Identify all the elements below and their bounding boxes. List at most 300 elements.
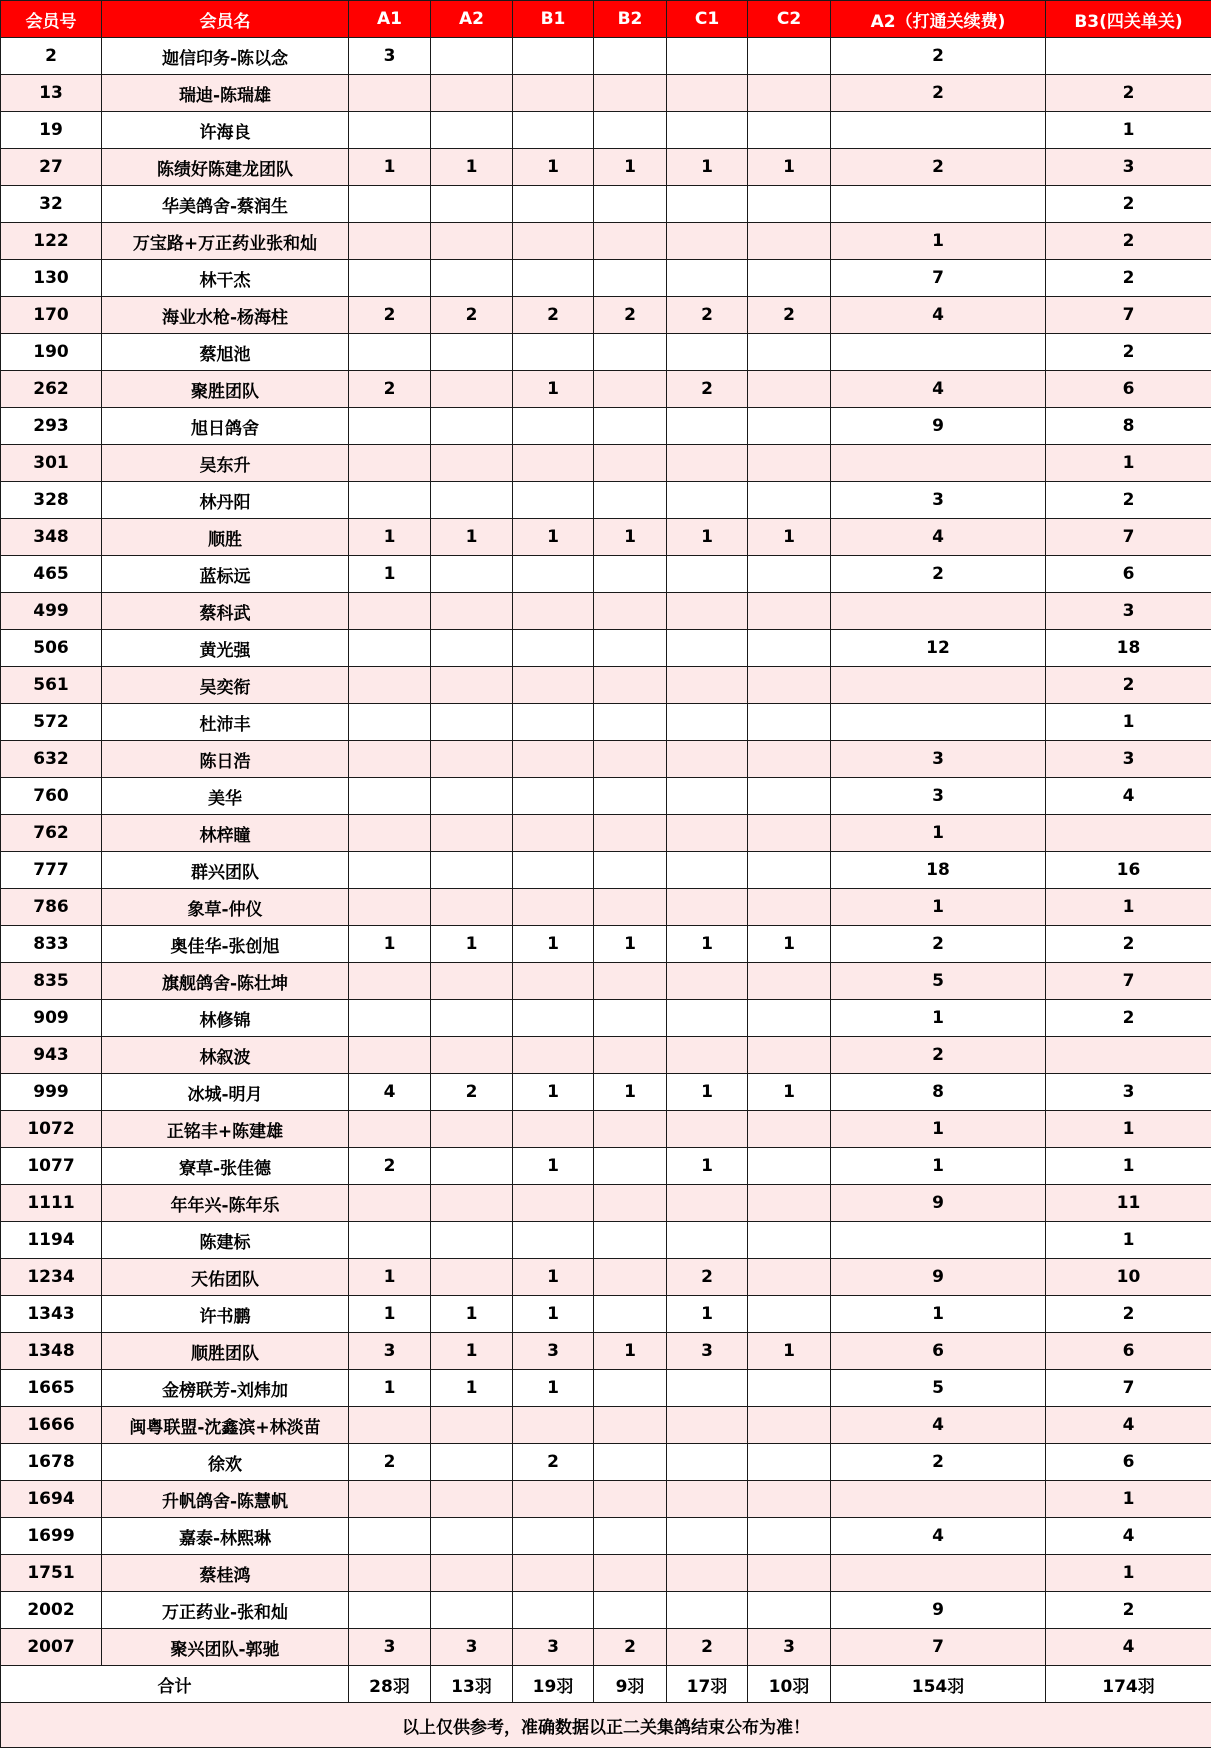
cell-a2-renewal: 4 [831,519,1046,556]
cell-member-id: 1699 [1,1518,102,1555]
cell-b3-single: 2 [1046,260,1211,297]
cell-a1: 2 [349,297,431,334]
cell-a2 [431,1481,513,1518]
cell-a2-renewal: 1 [831,1000,1046,1037]
cell-b1: 2 [513,1444,594,1481]
cell-member-id: 32 [1,186,102,223]
cell-c2 [748,815,831,852]
cell-c1 [667,630,748,667]
cell-c2 [748,1407,831,1444]
cell-c2 [748,482,831,519]
cell-a2-renewal: 12 [831,630,1046,667]
cell-a1 [349,815,431,852]
cell-a2 [431,667,513,704]
cell-b2 [594,75,667,112]
table-row [1,1000,1211,1037]
cell-c2: 3 [748,1629,831,1666]
cell-b2: 1 [594,149,667,186]
cell-b3-single: 4 [1046,1407,1211,1444]
cell-c1 [667,1222,748,1259]
cell-b3-single: 2 [1046,1000,1211,1037]
cell-a2 [431,334,513,371]
cell-b3-single: 2 [1046,1296,1211,1333]
cell-a2-renewal: 7 [831,1629,1046,1666]
cell-b1 [513,667,594,704]
total-row [1,1666,1211,1703]
cell-a1 [349,112,431,149]
col-header-b2: B2 [594,1,667,38]
cell-b3-single: 6 [1046,1333,1211,1370]
cell-a1 [349,1111,431,1148]
cell-a2: 1 [431,519,513,556]
cell-b2 [594,1592,667,1629]
cell-a1: 4 [349,1074,431,1111]
cell-b1 [513,1407,594,1444]
cell-a2 [431,556,513,593]
table-body [1,38,1211,1666]
cell-c2 [748,1037,831,1074]
cell-b3-single [1046,1037,1211,1074]
cell-member-id: 2007 [1,1629,102,1666]
col-header-a2-renewal: A2（打通关续费) [831,1,1046,38]
cell-c1 [667,556,748,593]
cell-member-id: 190 [1,334,102,371]
cell-a2 [431,1037,513,1074]
cell-a2 [431,1518,513,1555]
cell-member-id: 13 [1,75,102,112]
cell-c1 [667,889,748,926]
cell-b2 [594,1555,667,1592]
table-row [1,815,1211,852]
cell-a2-renewal: 4 [831,1407,1046,1444]
cell-b1: 1 [513,1296,594,1333]
cell-b2 [594,889,667,926]
cell-a2-renewal [831,1481,1046,1518]
cell-b1 [513,704,594,741]
table-row [1,1370,1211,1407]
table-row [1,1259,1211,1296]
cell-a2-renewal [831,334,1046,371]
cell-b2 [594,852,667,889]
cell-member-name: 杜沛丰 [102,704,349,741]
cell-a2-renewal [831,1555,1046,1592]
col-header-b3-single: B3(四关单关) [1046,1,1211,38]
table-row [1,371,1211,408]
cell-a2 [431,1407,513,1444]
cell-b1 [513,1222,594,1259]
table-row [1,186,1211,223]
cell-member-name: 徐欢 [102,1444,349,1481]
cell-a2-renewal: 4 [831,1518,1046,1555]
cell-member-id: 301 [1,445,102,482]
cell-a1 [349,1481,431,1518]
table-row [1,1555,1211,1592]
total-a2-renewal: 154羽 [831,1666,1046,1703]
cell-a2 [431,112,513,149]
cell-b2 [594,593,667,630]
cell-b2 [594,371,667,408]
cell-c2 [748,630,831,667]
cell-b1 [513,1592,594,1629]
cell-a2-renewal: 3 [831,778,1046,815]
cell-c1 [667,778,748,815]
cell-c2 [748,852,831,889]
table-row [1,1185,1211,1222]
cell-a2 [431,778,513,815]
table-row [1,408,1211,445]
cell-member-name: 顺胜团队 [102,1333,349,1370]
cell-c1: 1 [667,519,748,556]
cell-b1 [513,556,594,593]
cell-a1 [349,334,431,371]
cell-a1 [349,741,431,778]
cell-c2 [748,112,831,149]
cell-b3-single: 2 [1046,1592,1211,1629]
cell-a1 [349,445,431,482]
cell-a2-renewal [831,186,1046,223]
cell-c1 [667,112,748,149]
cell-member-name: 陈绩好陈建龙团队 [102,149,349,186]
cell-member-id: 122 [1,223,102,260]
table-row [1,630,1211,667]
cell-b2 [594,38,667,75]
table-row [1,38,1211,75]
cell-b1 [513,1111,594,1148]
total-b3-single: 174羽 [1046,1666,1211,1703]
cell-c2 [748,1370,831,1407]
cell-b1: 1 [513,519,594,556]
cell-c1 [667,1444,748,1481]
cell-c2: 1 [748,149,831,186]
cell-member-id: 499 [1,593,102,630]
cell-member-id: 777 [1,852,102,889]
cell-c1: 1 [667,1148,748,1185]
cell-member-name: 万正药业-张和灿 [102,1592,349,1629]
table-row [1,1629,1211,1666]
cell-member-name: 冰城-明月 [102,1074,349,1111]
cell-member-name: 群兴团队 [102,852,349,889]
table-row [1,556,1211,593]
cell-c1: 2 [667,371,748,408]
cell-a2-renewal: 8 [831,1074,1046,1111]
table-row [1,112,1211,149]
cell-b2: 2 [594,297,667,334]
cell-b1 [513,223,594,260]
cell-member-id: 572 [1,704,102,741]
cell-a1: 3 [349,38,431,75]
cell-c1 [667,1407,748,1444]
cell-c2 [748,1259,831,1296]
cell-b1: 1 [513,371,594,408]
total-c1: 17羽 [667,1666,748,1703]
cell-b3-single: 1 [1046,1148,1211,1185]
cell-b1 [513,815,594,852]
table-row [1,1407,1211,1444]
cell-a2 [431,815,513,852]
cell-c1 [667,75,748,112]
cell-c2 [748,1148,831,1185]
cell-a2 [431,408,513,445]
cell-member-name: 吴奕衔 [102,667,349,704]
cell-member-id: 506 [1,630,102,667]
cell-member-id: 1665 [1,1370,102,1407]
cell-b3-single: 10 [1046,1259,1211,1296]
cell-member-name: 瑞迪-陈瑞雄 [102,75,349,112]
cell-member-name: 蔡旭池 [102,334,349,371]
total-b1: 19羽 [513,1666,594,1703]
cell-b2 [594,334,667,371]
cell-member-name: 黄光强 [102,630,349,667]
table-row [1,1444,1211,1481]
cell-b3-single: 2 [1046,482,1211,519]
cell-b3-single: 1 [1046,1222,1211,1259]
cell-a1 [349,778,431,815]
cell-a2-renewal: 3 [831,741,1046,778]
cell-b3-single: 1 [1046,1555,1211,1592]
cell-a2 [431,1555,513,1592]
table-row [1,778,1211,815]
cell-member-name: 顺胜 [102,519,349,556]
cell-a2 [431,630,513,667]
table-row [1,1074,1211,1111]
cell-a2 [431,1148,513,1185]
table-row [1,593,1211,630]
cell-b3-single: 4 [1046,1518,1211,1555]
cell-b3-single: 4 [1046,1629,1211,1666]
cell-b3-single: 7 [1046,519,1211,556]
col-header-c2: C2 [748,1,831,38]
cell-c2: 1 [748,1074,831,1111]
total-c2: 10羽 [748,1666,831,1703]
cell-c2 [748,963,831,1000]
cell-a2 [431,889,513,926]
cell-b1 [513,186,594,223]
cell-b3-single: 1 [1046,889,1211,926]
cell-member-id: 19 [1,112,102,149]
cell-c1 [667,667,748,704]
cell-a1: 3 [349,1333,431,1370]
cell-a1 [349,482,431,519]
cell-member-name: 蔡科武 [102,593,349,630]
cell-c1: 1 [667,149,748,186]
cell-b2: 2 [594,1629,667,1666]
cell-member-name: 林梓瞳 [102,815,349,852]
cell-b2 [594,741,667,778]
table-row [1,704,1211,741]
header-row [1,1,1211,38]
cell-a2-renewal: 5 [831,963,1046,1000]
cell-b2 [594,408,667,445]
cell-a1 [349,1037,431,1074]
cell-member-id: 833 [1,926,102,963]
cell-a2 [431,38,513,75]
cell-a2 [431,1000,513,1037]
cell-c1 [667,1592,748,1629]
cell-a2-renewal: 5 [831,1370,1046,1407]
cell-c1: 2 [667,1259,748,1296]
cell-b1: 1 [513,926,594,963]
cell-a2-renewal: 6 [831,1333,1046,1370]
cell-c2 [748,38,831,75]
cell-c2 [748,1185,831,1222]
cell-member-id: 348 [1,519,102,556]
cell-member-name: 旗舰鸽舍-陈壮坤 [102,963,349,1000]
cell-member-name: 林干杰 [102,260,349,297]
cell-a2 [431,260,513,297]
cell-b2 [594,630,667,667]
cell-a1 [349,1000,431,1037]
cell-b3-single: 7 [1046,297,1211,334]
cell-member-id: 2002 [1,1592,102,1629]
cell-b2 [594,1444,667,1481]
cell-member-name: 奥佳华-张创旭 [102,926,349,963]
table-row [1,260,1211,297]
cell-a2 [431,852,513,889]
cell-a2 [431,482,513,519]
cell-a1 [349,704,431,741]
cell-b2 [594,1518,667,1555]
cell-b3-single: 4 [1046,778,1211,815]
cell-c1: 1 [667,926,748,963]
cell-c2 [748,223,831,260]
cell-a2-renewal: 2 [831,75,1046,112]
cell-member-id: 1194 [1,1222,102,1259]
cell-b2 [594,445,667,482]
table-row [1,482,1211,519]
total-a1: 28羽 [349,1666,431,1703]
col-header-member-name: 会员名 [102,1,349,38]
cell-a2-renewal [831,593,1046,630]
table-row [1,1592,1211,1629]
cell-b2 [594,704,667,741]
cell-b2: 1 [594,1074,667,1111]
table-row [1,852,1211,889]
cell-a2-renewal: 9 [831,408,1046,445]
cell-member-name: 闽粤联盟-沈鑫滨+林淡苗 [102,1407,349,1444]
cell-b1 [513,408,594,445]
cell-member-name: 林叙波 [102,1037,349,1074]
table-row [1,741,1211,778]
cell-a2 [431,186,513,223]
cell-c2 [748,889,831,926]
cell-b2 [594,963,667,1000]
cell-c2: 1 [748,1333,831,1370]
cell-b1 [513,889,594,926]
cell-b1 [513,1555,594,1592]
cell-b1 [513,1000,594,1037]
cell-b2 [594,186,667,223]
disclaimer-note: 以上仅供参考，准确数据以正二关集鸽结束公布为准！ [1,1703,1211,1748]
cell-a1 [349,1407,431,1444]
cell-a2-renewal: 2 [831,926,1046,963]
cell-c2 [748,1444,831,1481]
cell-c2 [748,75,831,112]
cell-a2: 2 [431,1074,513,1111]
cell-a1 [349,408,431,445]
cell-a1 [349,260,431,297]
cell-c1 [667,408,748,445]
cell-member-id: 786 [1,889,102,926]
cell-b1 [513,963,594,1000]
cell-a2-renewal: 1 [831,223,1046,260]
table-row [1,334,1211,371]
cell-member-name: 陈日浩 [102,741,349,778]
cell-member-name: 林修锦 [102,1000,349,1037]
col-header-member-id: 会员号 [1,1,102,38]
cell-a2 [431,1444,513,1481]
cell-a1 [349,1222,431,1259]
cell-member-name: 许海良 [102,112,349,149]
cell-b2 [594,667,667,704]
cell-a2 [431,1592,513,1629]
cell-member-id: 760 [1,778,102,815]
cell-a2-renewal: 2 [831,1037,1046,1074]
cell-member-id: 835 [1,963,102,1000]
cell-c1 [667,1037,748,1074]
cell-member-id: 1348 [1,1333,102,1370]
total-label: 合计 [1,1666,349,1703]
cell-c2 [748,260,831,297]
cell-c2 [748,1111,831,1148]
cell-member-name: 旭日鸽舍 [102,408,349,445]
cell-b3-single: 2 [1046,334,1211,371]
cell-member-name: 蓝标远 [102,556,349,593]
cell-b2 [594,1259,667,1296]
cell-b3-single: 16 [1046,852,1211,889]
cell-c2 [748,741,831,778]
table-row [1,1222,1211,1259]
note-row [1,1703,1211,1748]
cell-c2 [748,667,831,704]
cell-b1 [513,1037,594,1074]
cell-a1 [349,75,431,112]
cell-b3-single: 2 [1046,926,1211,963]
cell-c1 [667,1370,748,1407]
table-row [1,1333,1211,1370]
cell-c2 [748,186,831,223]
cell-b2: 1 [594,926,667,963]
cell-a1: 1 [349,519,431,556]
cell-member-id: 943 [1,1037,102,1074]
cell-a2 [431,445,513,482]
cell-b2 [594,260,667,297]
cell-member-id: 465 [1,556,102,593]
cell-member-id: 1694 [1,1481,102,1518]
cell-member-name: 聚兴团队-郭驰 [102,1629,349,1666]
cell-b1 [513,260,594,297]
cell-c2 [748,1222,831,1259]
cell-b3-single: 11 [1046,1185,1211,1222]
cell-member-name: 万宝路+万正药业张和灿 [102,223,349,260]
cell-b2 [594,815,667,852]
cell-a1 [349,1185,431,1222]
cell-b3-single: 8 [1046,408,1211,445]
cell-a2-renewal [831,445,1046,482]
cell-a2-renewal: 1 [831,1296,1046,1333]
cell-a1 [349,963,431,1000]
cell-c2 [748,408,831,445]
cell-c1 [667,963,748,1000]
cell-a1 [349,630,431,667]
cell-a2-renewal: 4 [831,371,1046,408]
col-header-a1: A1 [349,1,431,38]
cell-c2: 1 [748,926,831,963]
cell-a2-renewal: 18 [831,852,1046,889]
cell-b1 [513,593,594,630]
cell-c1 [667,445,748,482]
cell-a1 [349,852,431,889]
cell-b2 [594,1037,667,1074]
